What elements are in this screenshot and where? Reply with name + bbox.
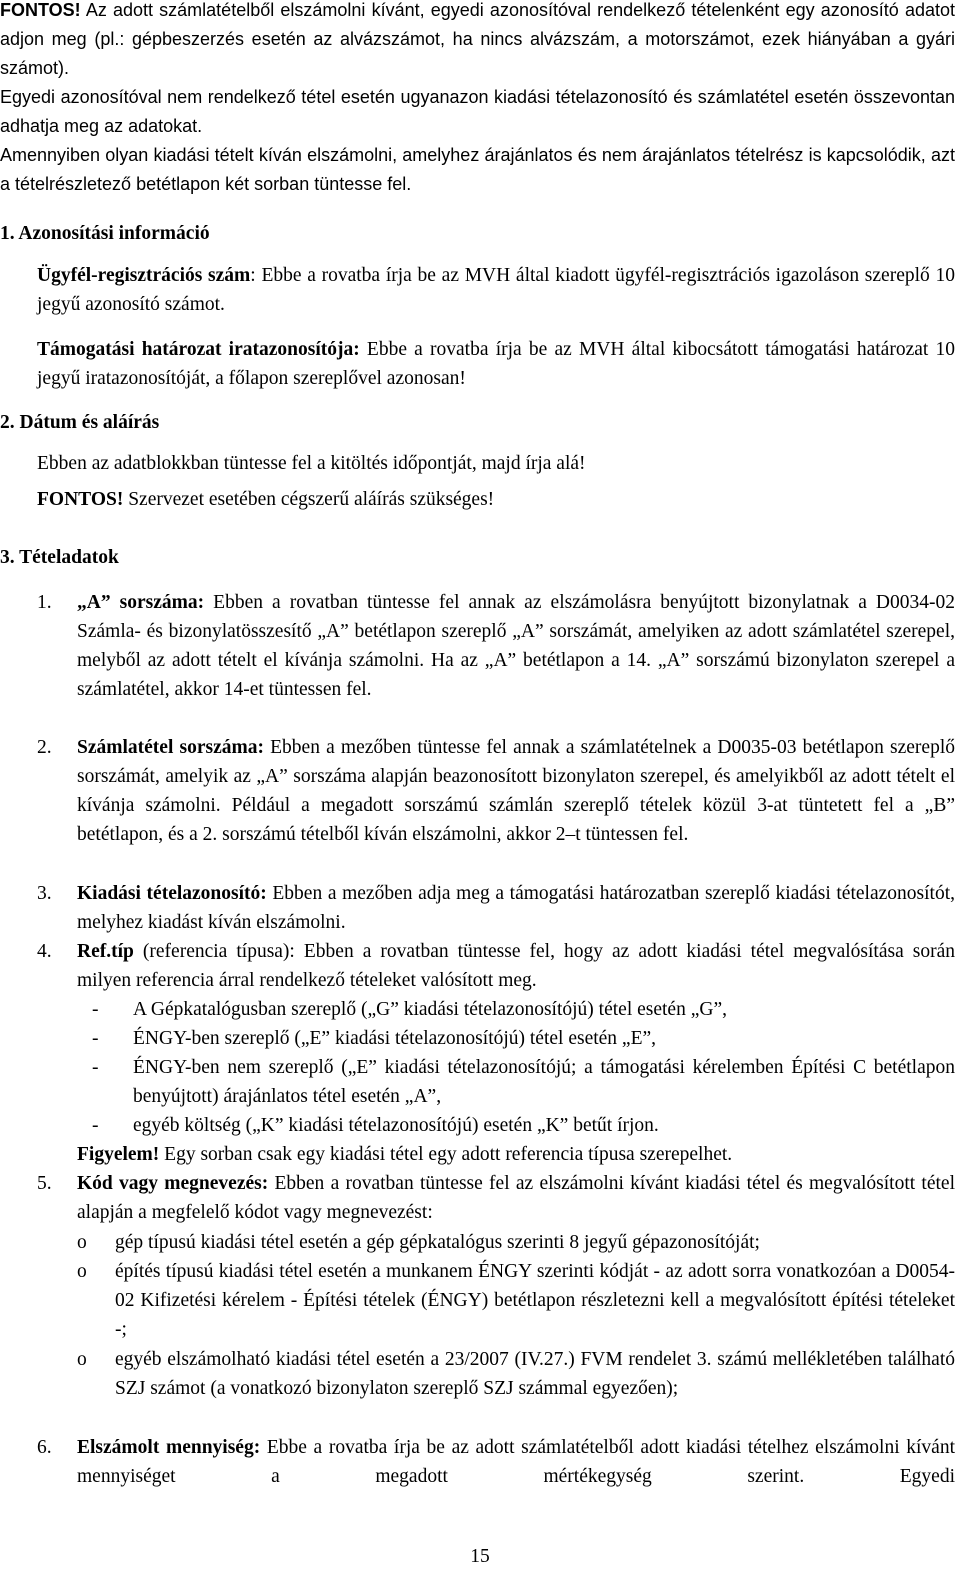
intro-paragraph-3: Amennyiben olyan kiadási tételt kíván elszámolni, amelyhez árajánlatos és nem árajánlatos tételrész is kapcsolódik, azt a tételrészletező betétlapon két sorban tüntesse fel. — [0, 145, 955, 194]
intro-paragraph-2: Egyedi azonosítóval nem rendelkező tétel esetén ugyanazon kiadási tételazonosító és számlatétel esetén összevontan adhatja meg az adatokat. — [0, 87, 955, 136]
page-number: 15 — [470, 1546, 490, 1567]
list-item: „A” sorszáma: Ebben a rovatban tüntesse fel annak az elszámolásra benyújtott bizonylatnak a D0034-02 Számla- és bizonylatösszesítő „A” betétlapon szereplő „A” sorszámát, amelyiken az adott számlatétel szerepel, melyből az adott tételt el kívánja számolni. Ha az „A” betétlapon a 14. „A” sorszámú bizonylaton szerepel a számlatétel, akkor 14-et tüntessen fel. — [77, 592, 955, 700]
bullet-marker: o — [77, 1261, 87, 1282]
list-item: Ref.típ (referencia típusa): Ebben a rovatban tüntesse fel, hogy az adott kiadási tétel megvalósítása során milyen referencia árral rendelkező tételeket valósított meg. — [77, 941, 955, 991]
dash-marker: - — [92, 1028, 99, 1049]
dash-marker: - — [92, 1057, 99, 1078]
section-1-paragraph-2: Támogatási határozat iratazonosítója: Ebbe a rovatba írja be az MVH által kibocsátott támogatási határozat 10 jegyű iratazonosítóját, a főlapon szereplővel azonosan! — [37, 339, 956, 389]
section-2-heading: 2. Dátum és aláírás — [0, 412, 160, 433]
dash-item: A Gépkatalógusban szereplő („G” kiadási tételazonosítójú) tétel esetén „G”, — [133, 999, 727, 1020]
bullet-item: gép típusú kiadási tétel esetén a gép gépkatalógus szerinti 8 jegyű gépazonosítóját; — [115, 1232, 760, 1253]
intro-paragraph-1: FONTOS! Az adott számlatételből elszámolni kívánt, egyedi azonosítóval rendelkező tételenként egy azonosító adatot adjon meg (pl.: gépbeszerzés esetén az alvázszámot, ha nincs alvázszám, a motorszámot, ezek hiányában a gyári számot). — [0, 0, 955, 78]
item-number: 1. — [37, 592, 52, 613]
fontos-label: FONTOS! — [0, 0, 81, 20]
list-item: Elszámolt mennyiség: Ebbe a rovatba írja be az adott számlatételből adott kiadási tételhez elszámolni kívánt mennyiséget a megadott mértékegység szerint. Egyedi — [77, 1437, 955, 1487]
list-item: Kiadási tételazonosító: Ebben a mezőben adja meg a támogatási határozatban szereplő kiadási tételazonosítót, melyhez kiadást kíván elszámolni. — [77, 883, 955, 933]
dash-item: ÉNGY-ben szereplő („E” kiadási tételazonosítójú) tétel esetén „E”, — [133, 1028, 657, 1049]
dash-marker: - — [92, 999, 99, 1020]
dash-item: ÉNGY-ben nem szereplő („E” kiadási tételazonosítójú; a támogatási kérelemben Építési C betétlapon benyújtott) árajánlatos tétel esetén „A”, — [133, 1057, 955, 1107]
dash-item: egyéb költség („K” kiadási tételazonosítójú) esetén „K” betűt írjon. — [133, 1115, 659, 1136]
item-number: 5. — [37, 1173, 52, 1194]
dash-marker: - — [92, 1115, 99, 1136]
section-2-paragraph-2: FONTOS! Szervezet esetében cégszerű aláírás szükséges! — [37, 489, 495, 510]
figyelem-note: Figyelem! Egy sorban csak egy kiadási tétel egy adott referencia típusa szerepelhet. — [77, 1144, 733, 1165]
section-1-heading: 1. Azonosítási információ — [0, 223, 210, 244]
section-1-paragraph-1: Ügyfél-regisztrációs szám: Ebbe a rovatba írja be az MVH által kiadott ügyfél-regisztrációs igazoláson szereplő 10 jegyű azonosító számot. — [37, 265, 955, 315]
list-item: Számlatétel sorszáma: Ebben a mezőben tüntesse fel annak a számlatételnek a D0035-03 betétlapon szereplő sorszámát, amelyik az „A” sorszáma alapján beazonosított bizonylaton szerepel, és amelyikből az adott tételt el kívánja számolni. Például a megadott sorszámú számlán szereplő tételek közül 3-at tüntetett fel a „B” betétlapon, és a 2. sorszámú tételből kíván elszámolni, akkor 2–t tüntessen fel. — [77, 737, 955, 845]
item-number: 2. — [37, 737, 52, 758]
section-2-paragraph-1: Ebben az adatblokkban tüntesse fel a kitöltés időpontját, majd írja alá! — [37, 453, 586, 474]
item-number: 3. — [37, 883, 52, 904]
bullet-marker: o — [77, 1232, 87, 1253]
section-3-heading: 3. Tételadatok — [0, 547, 119, 568]
bullet-item: építés típusú kiadási tétel esetén a munkanem ÉNGY szerinti kódját - az adott sorra vonatkozóan a D0054-02 Kifizetési kérelem - Építési tételek (ÉNGY) betétlapon részletezni kell a megvalósított építési tételeket -; — [115, 1261, 955, 1340]
item-number: 4. — [37, 941, 52, 962]
item-number: 6. — [37, 1437, 52, 1458]
bullet-marker: o — [77, 1349, 87, 1370]
list-item: Kód vagy megnevezés: Ebben a rovatban tüntesse fel az elszámolni kívánt kiadási tétel és megvalósított tétel alapján a megfelelő kódot vagy megnevezést: — [77, 1173, 955, 1223]
bullet-item: egyéb elszámolható kiadási tétel esetén a 23/2007 (IV.27.) FVM rendelet 3. számú mellékletében található SZJ számot (a vonatkozó bizonylaton szereplő SZJ számmal egyezően); — [115, 1349, 955, 1399]
